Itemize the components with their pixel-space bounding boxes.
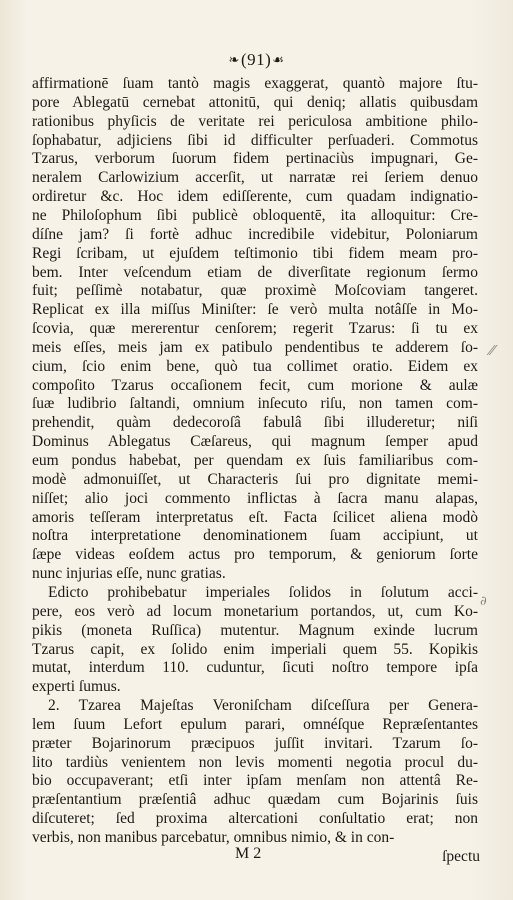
text-line: præſentantium præſentiâ adhuc quædam cum Bojarinis ſuis <box>32 791 478 809</box>
text-line: rationibus phyſicis de veritate rei periculosa ambitione philo- <box>32 112 478 130</box>
text-line: pere, eos verò ad locum monetarium portandos, ut, cum Ko- <box>32 602 478 620</box>
signature-mark: M 2 <box>235 845 262 862</box>
text-line: lito tardiùs venientem non levis momenti negotia procul du- <box>32 753 478 771</box>
text-line: neralem Carlowizium accerſit, ut narratæ rei ſeriem denuo <box>32 169 478 187</box>
text-line: Regi ſcribam, ut ejuſdem teſtimonio tibi fidem meam pro- <box>32 244 478 262</box>
text-line: bio occupaverant; etſi inter ipſam menſam non attentâ Re- <box>32 772 478 790</box>
text-line: eum pondus habebat, per quendam ex ſuis familiaribus com- <box>32 452 478 469</box>
text-line: cium, ſcio enim bene, quò tua collimet oratio. Eidem ex <box>32 357 478 375</box>
page-header <box>0 50 513 70</box>
text-line: Dominus Ablegatus Cæſareus, qui magnum ſemper apud <box>32 433 478 451</box>
text-line: Tzarus capit, ex ſolido enim imperiali quem 55. Kopikis <box>32 640 478 658</box>
text-line: ſuæ ludibrio ſaltandi, omnium inſecuto riſu, non tamen com- <box>32 395 478 413</box>
text-line: bem. Inter veſcendum etiam de diverſitate regionum ſermo <box>32 263 478 281</box>
text-line: ordiretur &c. Hoc idem ediſſerente, cum quadam indignatio- <box>32 188 478 206</box>
text-line: prehendit, quàm dedecoroſâ fabulâ ſibi illuderetur; niſi <box>32 414 478 432</box>
catchword: ſpectu <box>442 848 480 865</box>
text-line: nunc injurias eſſe, nunc gratias. <box>32 565 226 583</box>
text-line: præter Bojarinorum præcipuos juſſit invitari. Tzarum ſo- <box>32 734 478 752</box>
text-line: ſcovia, quæ mererentur cenſorem; regerit Tzarus: ſi tu ex <box>32 320 478 338</box>
text-line: ne Philoſophum ſibi publicè obloquentē, ita alloquitur: Cre- <box>32 206 478 224</box>
text-line: pore Ablegatū cernebat attonitū, qui deniq; allatis quibusdam <box>32 93 478 111</box>
margin-annotation: ⁄⁄ <box>490 344 495 359</box>
text-line: ſophabatur, adjiciens ſibi id difficulter perſuaderi. Commotus <box>32 131 478 149</box>
text-line: amoris teſſeram interpretatus eſt. Facta ſcilicet aliena modò <box>32 508 478 526</box>
text-line: pikis (moneta Ruſſica) mutentur. Magnum exinde lucrum <box>32 621 478 639</box>
text-line: ſæpe videas eoſdem actus pro temporum, & geniorum ſorte <box>32 546 478 564</box>
text-line: díſne jam? ſi fortè adhuc incredibile videbitur, Poloniarum <box>32 225 478 243</box>
text-line: niſſet; alio joci commento inflictas à ſacra manu alapas, <box>32 489 478 507</box>
text-line: fuit; peſſimè notabatur, quæ proximè Moſcoviam tangeret. <box>32 282 478 300</box>
text-line: Replicat ex illa miſſus Miniſter: ſe verò multa notâſſe in Mo- <box>32 301 478 319</box>
ornament-right-icon: ☙ <box>272 52 285 67</box>
text-line: modè admonuiſſet, ut Characteris ſui pro dignitate memi- <box>32 470 478 488</box>
text-line: 2. Tzarea Majeſtas Veroniſcham diſceſſura per Genera- <box>48 697 478 715</box>
text-line: compoſito Tzarus occaſionem fecit, cum morione & aulæ <box>32 376 478 394</box>
text-line: affirmationē ſuam tantò magis exaggerat, quantò majore ſtu- <box>32 75 478 92</box>
text-line: verbis, non manibus parcebatur, omnibus nimio, & in con- <box>32 829 395 846</box>
text-line: Edicto prohibebatur imperiales ſolidos in ſolutum acci- <box>48 583 478 601</box>
text-line: diſcuteret; ſed proxima altercationi conſultatio erat; non <box>32 810 478 828</box>
text-line: lem ſuum Lefort epulum parari, omnéſque Repræſentantes <box>32 715 478 733</box>
text-line: mutat, interdum 110. cuduntur, ſicuti noſtro tempore ipſa <box>32 659 478 677</box>
ornament-left-icon: ❧ <box>228 52 240 67</box>
text-line: experti ſumus. <box>32 678 121 696</box>
text-line: meis eſſes, meis jam ex patibulo pendentibus te adderem ſo- <box>32 338 478 356</box>
margin-annotation: ∂ <box>480 594 487 609</box>
page-number: (91) <box>240 50 272 69</box>
text-line: noſtra interpretatione denominationem ſuam accipiunt, ut <box>32 527 478 545</box>
text-line: Tzarus, verborum ſuorum fidem pertinaciùs impugnari, Ge- <box>32 150 478 168</box>
